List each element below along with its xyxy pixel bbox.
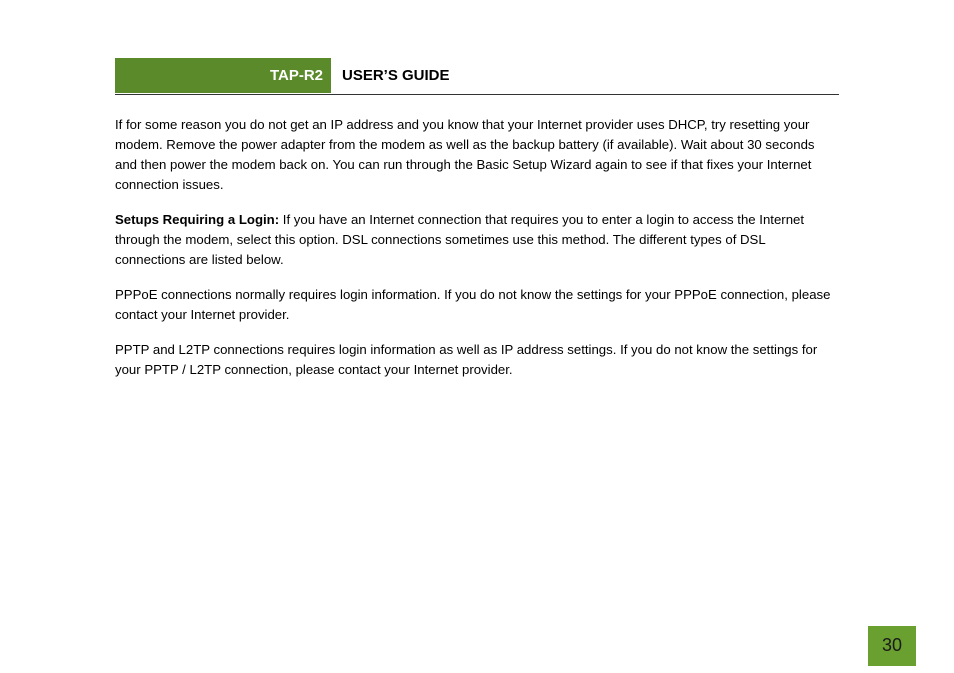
page-header xyxy=(115,58,839,95)
paragraph-dhcp: If for some reason you do not get an IP address and you know that your Internet provider uses DHCP, try resetting your modem. Remove the power adapter from the modem as well as the backup battery (if available). Wait about 30 seconds and then power the modem back on. You can run through the Basic Setup Wizard again to see if that fixes your Internet connection issues. xyxy=(115,117,815,192)
page-content xyxy=(115,115,839,395)
header-model-label: TAP-R2 xyxy=(115,58,331,93)
paragraph-pppoe: PPPoE connections normally requires login information. If you do not know the settings for your PPPoE connection, please contact your Internet provider. xyxy=(115,287,831,322)
paragraph-pptp-l2tp: PPTP and L2TP connections requires login information as well as IP address settings. If you do not know the settings for your PPTP / L2TP connection, please contact your Internet provider. xyxy=(115,342,818,377)
paragraph-login-body: If you have an Internet connection that requires you to enter a login to access the Internet through the modem, select this option. DSL connections sometimes use this method. The different types of DSL connections are listed below. xyxy=(115,212,805,267)
page-number: 30 xyxy=(868,626,916,666)
header-title: USER’S GUIDE xyxy=(342,67,450,84)
paragraph-login-lead: Setups Requiring a Login: xyxy=(115,212,280,227)
paragraph-login xyxy=(115,210,839,270)
